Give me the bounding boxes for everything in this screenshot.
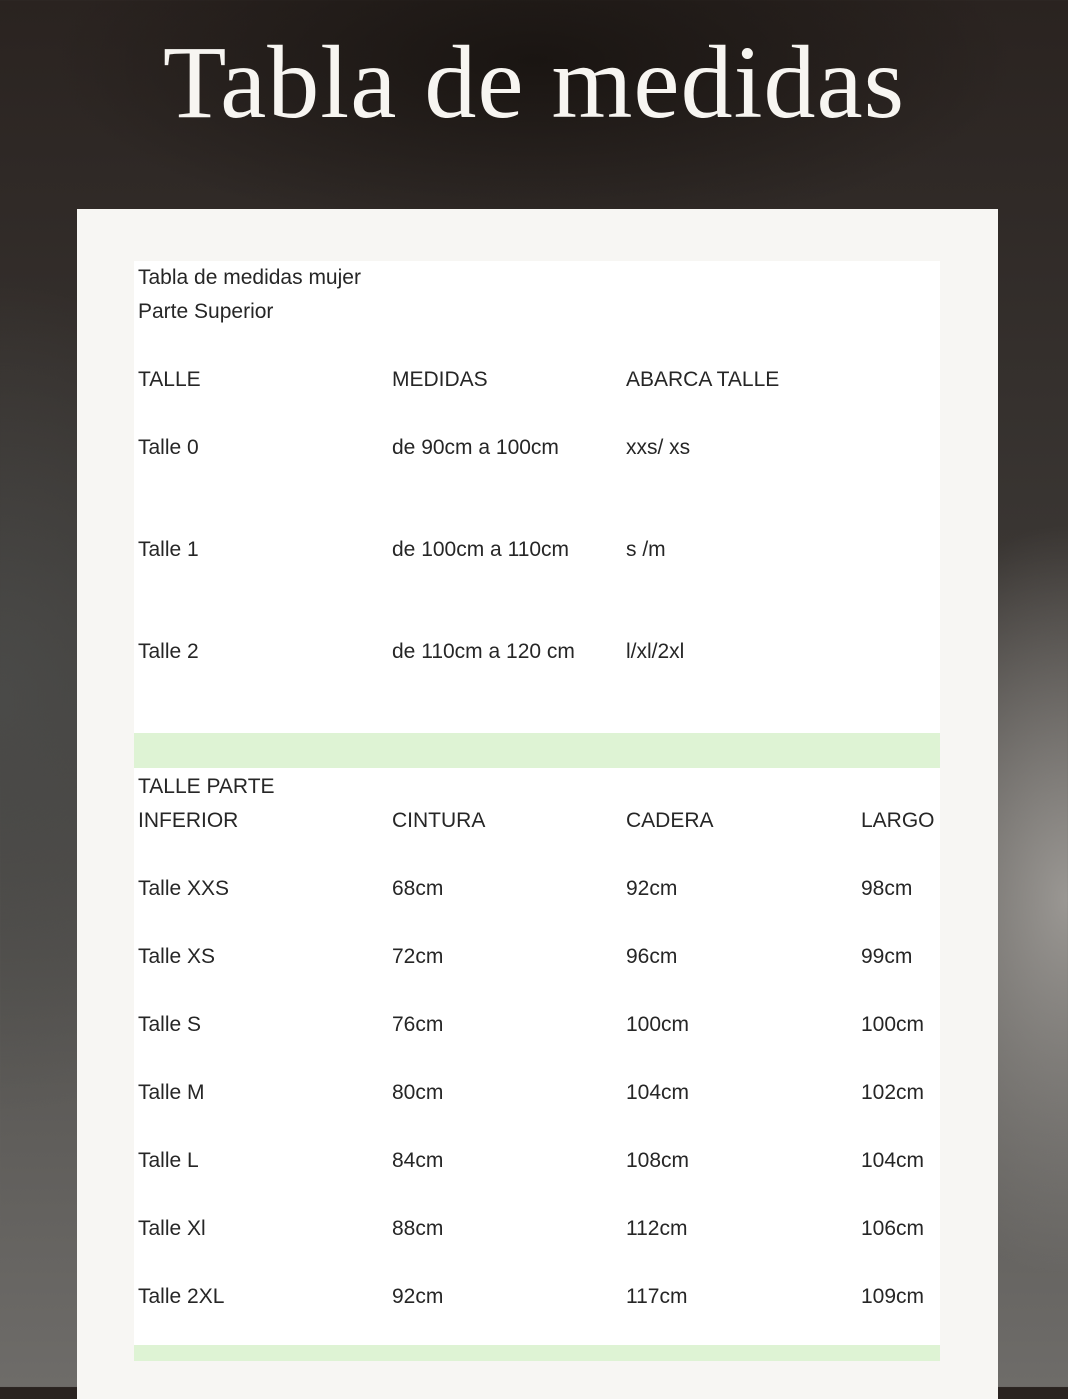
- lower-row-1-talle: Talle XS: [138, 945, 216, 968]
- lower-header-cadera: CADERA: [626, 809, 714, 832]
- lower-header-cintura: CINTURA: [392, 809, 486, 832]
- upper-row-2-medidas: de 110cm a 120 cm: [392, 640, 575, 663]
- lower-header-largo: LARGO: [861, 809, 935, 832]
- upper-header-abarca: ABARCA TALLE: [626, 368, 780, 391]
- sheet-subheading: Parte Superior: [138, 300, 274, 323]
- lower-row-6-largo: 109cm: [861, 1285, 925, 1308]
- lower-row-1-cadera: 96cm: [626, 945, 678, 968]
- lower-row-4-talle: Talle L: [138, 1149, 199, 1172]
- lower-row-5-cadera: 112cm: [626, 1217, 688, 1240]
- lower-row-4-cadera: 108cm: [626, 1149, 690, 1172]
- upper-row-0-abarca: xxs/ xs: [626, 436, 691, 459]
- lower-row-6-talle: Talle 2XL: [138, 1285, 225, 1308]
- lower-row-2-cintura: 76cm: [392, 1013, 444, 1036]
- lower-row-5-cintura: 88cm: [392, 1217, 444, 1240]
- lower-row-2-talle: Talle S: [138, 1013, 202, 1036]
- lower-row-0-cadera: 92cm: [626, 877, 678, 900]
- lower-row-6-cintura: 92cm: [392, 1285, 444, 1308]
- lower-row-1-largo: 99cm: [861, 945, 913, 968]
- lower-row-4-largo: 104cm: [861, 1149, 925, 1172]
- upper-row-2-talle: Talle 2: [138, 640, 199, 663]
- lower-header-talle-line1: TALLE PARTE: [138, 775, 275, 798]
- lower-row-2-cadera: 100cm: [626, 1013, 690, 1036]
- upper-row-1-talle: Talle 1: [138, 538, 199, 561]
- lower-row-6-cadera: 117cm: [626, 1285, 688, 1308]
- upper-row-1-medidas: de 100cm a 110cm: [392, 538, 570, 561]
- page-title: Tabla de medidas: [162, 25, 906, 140]
- separator-band: [134, 733, 940, 768]
- lower-row-3-talle: Talle M: [138, 1081, 205, 1104]
- lower-row-5-largo: 106cm: [861, 1217, 925, 1240]
- lower-row-3-cadera: 104cm: [626, 1081, 690, 1104]
- lower-row-0-talle: Talle XXS: [138, 877, 230, 900]
- size-chart-sheet: [134, 261, 940, 1361]
- lower-row-0-largo: 98cm: [861, 877, 913, 900]
- upper-row-2-abarca: l/xl/2xl: [626, 640, 685, 663]
- size-chart-card: [77, 209, 998, 1399]
- sheet-heading: Tabla de medidas mujer: [138, 266, 361, 289]
- lower-row-3-largo: 102cm: [861, 1081, 925, 1104]
- lower-row-1-cintura: 72cm: [392, 945, 444, 968]
- upper-row-0-talle: Talle 0: [138, 436, 199, 459]
- lower-row-4-cintura: 84cm: [392, 1149, 444, 1172]
- upper-row-1-abarca: s /m: [626, 538, 666, 561]
- bottom-band: [134, 1345, 940, 1361]
- lower-row-3-cintura: 80cm: [392, 1081, 444, 1104]
- lower-row-0-cintura: 68cm: [392, 877, 444, 900]
- upper-header-talle: TALLE: [138, 368, 201, 391]
- upper-header-medidas: MEDIDAS: [392, 368, 488, 391]
- lower-row-2-largo: 100cm: [861, 1013, 925, 1036]
- lower-header-talle-line2: INFERIOR: [138, 809, 239, 832]
- lower-row-5-talle: Talle Xl: [138, 1217, 206, 1240]
- upper-row-0-medidas: de 90cm a 100cm: [392, 436, 559, 459]
